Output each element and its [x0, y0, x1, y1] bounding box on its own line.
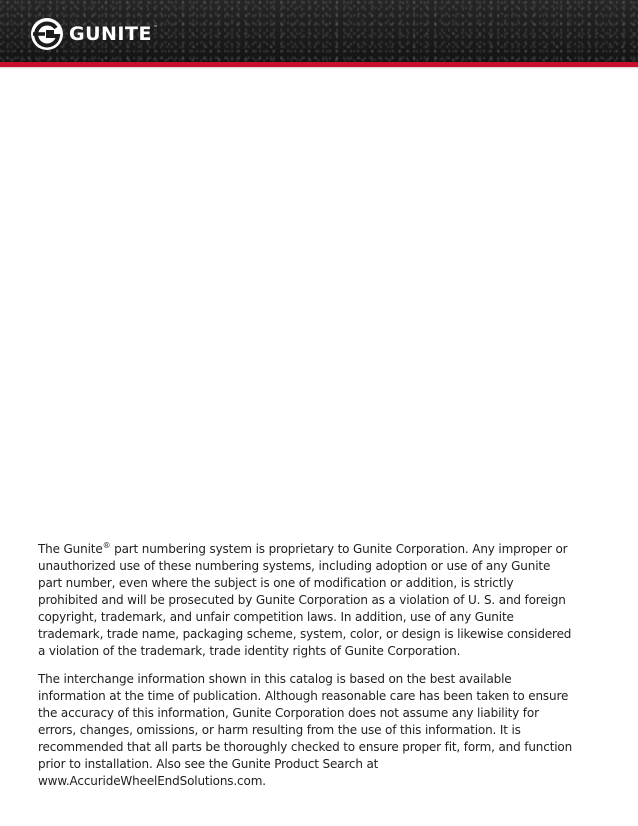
proprietary-notice-text: part numbering system is proprietary to Gunite Corporation. Any improper or unauthorized use of these numbering systems, including adoption or use of any Gunite part number, even where the subject is one of modification or addition, is strictly prohibited and will be prosecuted by Gunite Corporation as a violation of U. S. and foreign copyright, trademark, and unfair competition laws. In addition, use of any Gunite trademark, trade name, packaging scheme, system, color, or design is likewise considered a violation of the trademark, trade identity rights of Gunite Corporation. — [38, 542, 572, 658]
interchange-notice-paragraph: The interchange information shown in this catalog is based on the best available information at the time of publication. Although reasonable care has been taken to ensure the accuracy of this information, Gunite Corporation does not assume any liability for errors, changes, omissions, or harm resulting from the use of this information. It is recommended that all parts be thoroughly checked to ensure proper fit, form, and function prior to installation. Also see the Gunite Product Search at www.AccurideWheelEndSolutions.com. — [38, 672, 573, 788]
header-stripe-shadow — [0, 67, 638, 69]
gunite-logo — [30, 16, 158, 52]
registered-mark: ® — [102, 541, 111, 550]
proprietary-notice-paragraph — [38, 541, 574, 660]
trademark-symbol: ™ — [152, 25, 158, 31]
brand-reference: The Gunite — [38, 542, 103, 556]
brand-wordmark: GUNITE — [69, 22, 152, 45]
gunite-g-logo-icon — [30, 17, 64, 51]
disclaimer-text — [38, 541, 574, 801]
